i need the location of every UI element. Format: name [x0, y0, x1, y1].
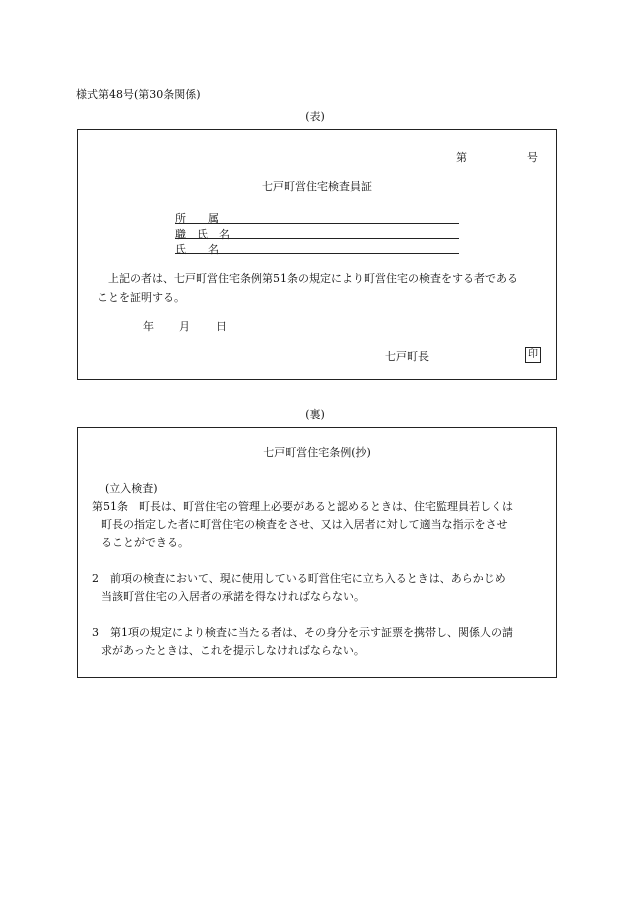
paragraph-3-line-1: 3 第1項の規定により検査に当たる者は、その身分を示す証票を携帯し、関係人の請: [92, 626, 513, 639]
form-number: 様式第48号(第30条関係): [76, 88, 201, 101]
date-month: 月: [179, 320, 190, 333]
field-line-affiliation: [175, 223, 459, 224]
field-line-name: [175, 253, 459, 254]
certificate-number-suffix: 号: [527, 151, 538, 164]
front-side-label: (表): [305, 110, 325, 123]
article-51-line-2: 町長の指定した者に町営住宅の検査をさせ、又は入居者に対して適当な指示をさせ: [101, 518, 508, 531]
front-card: [77, 129, 557, 380]
certificate-number-prefix: 第: [456, 151, 467, 164]
field-label-position-name: 職 氏 名: [175, 228, 230, 241]
front-title: 七戸町営住宅検査員証: [262, 180, 372, 193]
front-body-line-1: 上記の者は、七戸町営住宅条例第51条の規定により町営住宅の検査をする者である: [108, 272, 518, 285]
issuer: 七戸町長: [385, 350, 429, 363]
article-51-line-1: 第51条 町長は、町営住宅の管理上必要があると認めるときは、住宅監理員若しくは: [92, 500, 513, 513]
field-label-affiliation: 所 属: [175, 212, 219, 225]
article-51-line-3: ることができる。: [101, 536, 189, 549]
back-card: [77, 427, 557, 678]
back-title: 七戸町営住宅条例(抄): [263, 446, 371, 459]
field-label-name: 氏 名: [175, 243, 219, 256]
paragraph-2-line-2: 当該町営住宅の入居者の承諾を得なければならない。: [101, 590, 365, 603]
date-day: 日: [216, 320, 227, 333]
front-body-line-2: ことを証明する。: [97, 291, 185, 304]
article-caption: (立入検査): [105, 482, 158, 495]
back-side-label: (裏): [305, 408, 325, 421]
paragraph-2-line-1: 2 前項の検査において、現に使用している町営住宅に立ち入るときは、あらかじめ: [92, 572, 506, 585]
field-line-position-name: [175, 238, 459, 239]
date-year: 年: [143, 320, 154, 333]
seal-mark: 印: [525, 347, 541, 363]
paragraph-3-line-2: 求があったときは、これを提示しなければならない。: [101, 644, 365, 657]
